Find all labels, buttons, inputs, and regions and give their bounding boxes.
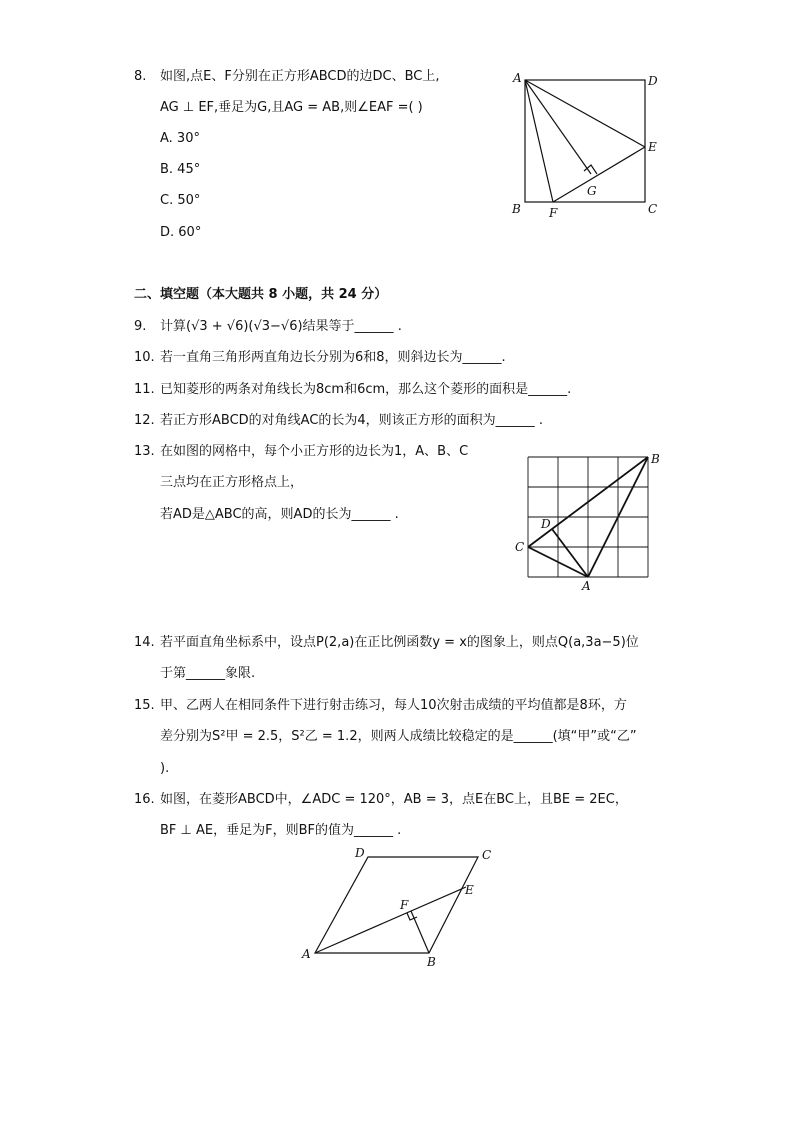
q13-label-c: C	[515, 540, 525, 554]
q13-grid-figure	[512, 448, 674, 593]
q8-option-c: C. 50°	[160, 193, 201, 208]
q8-square-figure	[505, 68, 670, 223]
q15-line2: 差分别为S²甲 = 2.5，S²乙 = 1.2，则两人成绩比较稳定的是______(填“甲”或“乙”	[160, 729, 637, 744]
q13-label-b: B	[651, 452, 660, 466]
q16-label-c: C	[482, 848, 492, 862]
q15-number: 15.	[134, 698, 155, 713]
q13-line3: 若AD是△ABC的高，则AD的长为______ .	[160, 507, 399, 522]
q9-text: 计算(√3 + √6)(√3−√6)结果等于______ .	[160, 319, 402, 334]
q16-label-f: F	[400, 898, 409, 912]
q16-label-b: B	[427, 955, 436, 969]
q12-number: 12.	[134, 413, 155, 428]
section-title: 二、填空题（本大题共 8 小题，共 24 分）	[134, 287, 388, 302]
q15-line1: 甲、乙两人在相同条件下进行射击练习，每人10次射击成绩的平均值都是8环，方	[160, 698, 627, 713]
q12-text: 若正方形ABCD的对角线AC的长为4，则该正方形的面积为______ .	[160, 413, 543, 428]
q14-line2: 于第______象限.	[160, 666, 256, 681]
q16-label-a: A	[302, 947, 311, 961]
q11-text: 已知菱形的两条对角线长为8cm和6cm，那么这个菱形的面积是______.	[160, 382, 572, 397]
q8-label-g: G	[587, 184, 597, 198]
q16-line2: BF ⊥ AE，垂足为F，则BF的值为______ .	[160, 823, 402, 838]
q14-number: 14.	[134, 635, 155, 650]
q8-stem-line1: 如图,点E、F分别在正方形ABCD的边DC、BC上,	[160, 69, 440, 84]
q11-number: 11.	[134, 382, 155, 397]
q8-label-f: F	[549, 206, 558, 220]
q8-number: 8.	[134, 69, 147, 84]
q9-number: 9.	[134, 319, 147, 334]
q14-line1: 若平面直角坐标系中，设点P(2,a)在正比例函数y = x的图象上，则点Q(a,3a−5)位	[160, 635, 639, 650]
q15-line3: ).	[160, 761, 170, 776]
q13-label-a: A	[582, 579, 591, 593]
q13-number: 13.	[134, 444, 155, 459]
q8-label-a: A	[513, 71, 522, 85]
q8-label-d: D	[648, 74, 658, 88]
q13-line1: 在如图的网格中，每个小正方形的边长为1，A、B、C	[160, 444, 469, 459]
q8-label-b: B	[512, 202, 521, 216]
q10-number: 10.	[134, 350, 155, 365]
q16-label-e: E	[465, 883, 474, 897]
q8-label-e: E	[648, 140, 657, 154]
q8-option-b: B. 45°	[160, 162, 201, 177]
q16-label-d: D	[355, 846, 365, 860]
q8-option-a: A. 30°	[160, 131, 200, 146]
q10-text: 若一直角三角形两直角边长分别为6和8，则斜边长为______.	[160, 350, 506, 365]
q16-number: 16.	[134, 792, 155, 807]
q13-line2: 三点均在正方形格点上，	[160, 475, 304, 490]
q8-stem-line2: AG ⊥ EF,垂足为G,且AG = AB,则∠EAF =( )	[160, 100, 423, 115]
q8-option-d: D. 60°	[160, 225, 202, 240]
q13-label-d: D	[541, 517, 551, 531]
q16-line1: 如图，在菱形ABCD中，∠ADC = 120°，AB = 3，点E在BC上，且BE = 2EC，	[160, 792, 628, 807]
q16-rhombus-figure	[295, 842, 505, 970]
q8-label-c: C	[648, 202, 658, 216]
